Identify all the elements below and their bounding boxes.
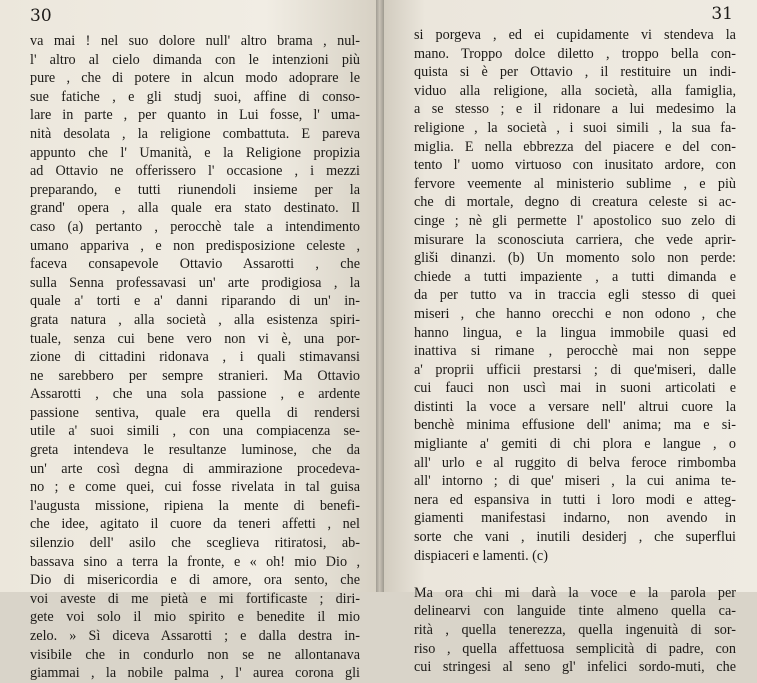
text-line: miseri , che hanno orecchi e non odono , che [414,305,736,322]
text-line: l'augusta missione, ripiena la mente di benefi- [30,497,360,514]
text-line: all' intorno ; di que' miseri , la cui anima te- [414,473,736,490]
right-page [380,0,757,676]
text-line: hanno lingua, e la lingua immobile quasi ed [414,324,736,341]
text-line: fervore veemente al ministerio sublime , e più [414,175,736,192]
text-line: dispiaceri e lamenti. (c) [414,547,548,564]
text-line: misurare la sconosciuta carriera, che vede aprir- [414,231,736,248]
text-line: Assarotti , che una sola passione , e ardente [30,386,360,403]
text-line: cinge ; nè gli permette l' apostolico suo zelo di [414,212,736,229]
text-line: migliante a' gemiti di chi plora e langue , o [414,436,736,453]
text-line: cui fauci non uscì mai in suoni articolati e [414,380,736,397]
text-line: inattiva si rimane , perocchè mai non seppe [414,343,736,360]
page-number: 31 [711,4,733,24]
text-line: quale a' torti e a' danni riparando di un' in- [30,293,360,310]
text-line: preparando, e tutti riunendoli insieme per la [30,181,360,198]
text-line: grand' opera , alla quale era stato destinato. Il [30,200,360,217]
text-block [30,32,360,683]
text-line: gliši dinanzi. (b) Un momento solo non perde: [414,250,736,267]
text-line: nera ed espansiva in tutti i loro modi e atteg- [414,491,736,508]
text-line: greta intendeva le resultanze luminose, che da [30,442,360,459]
text-line: delinearvi con languide tinte almeno quella ca- [414,603,736,620]
text-line: sorte che vani , inutili desiderj , che superflui [414,529,736,546]
text-line [414,565,736,584]
text-line: no ; e come quei, cui fosse rivelata in tal guisa [30,479,360,496]
text-line: pure , che di potere in alcun modo adoprare le [30,70,360,87]
text-line: l' altro al cielo dimanda con le intenzioni più [30,51,360,68]
text-line: da per tutto va in traccia egli stesso di quei [414,287,736,304]
text-line: a' proprii ufficii prestarsi ; di que'miseri, dalle [414,361,736,378]
text-line: miglia. E nella ebbrezza del piacere e del con- [414,138,736,155]
text-line: un' arte così degna di ammirazione procedeva- [30,460,360,477]
text-line: rità , quella tenerezza, quella ingenuità di sor- [414,622,736,638]
text-line: si porgeva , ed ei cupidamente vi stendeva la [414,27,736,43]
text-line: che di mortale, degno di creatura celeste si ac- [414,194,736,211]
text-line: sue fatiche , e gli studj suoi, affine di conso- [30,88,360,105]
text-line: appunto che l' Umanità, e la Religione propizia [30,144,360,161]
text-line: bassava sino a terra la fronte, e « oh! mio Dio , [30,553,360,570]
text-line: zione di cittadini ridonava , i quali stimavansi [30,349,360,366]
text-line: sulla Senna professavasi un' arte prodigiosa , la [30,274,360,291]
text-line: faceva consapevole Ottavio Assarotti , che [30,256,360,273]
text-line: va mai ! nel suo dolore null' altro brama , nul- [30,33,360,49]
text-line: tento l' uomo virtuoso con inusitato ardore, con [414,157,736,174]
text-line: voi aveste di me pietà e mi fortificaste ; diri- [30,590,360,607]
text-line: giammai , la nobile palma , l' aurea corona gli [30,665,360,682]
text-line: zelo. » Sì diceva Assarotti ; e dalla destra in- [30,628,360,644]
text-line: caso (a) pertanto , perocchè tale a intendimento [30,218,360,235]
text-line: passione sentiva, quale era quella di rendersi [30,404,360,421]
text-line: giamenti manifestasi indarno, non avendo in [414,510,736,527]
text-line: visibile che in condurlo non se ne allontanava [30,646,360,663]
text-line: umano appariva , e non predisposizione celeste , [30,237,360,254]
text-line: mano. Troppo dolce diletto , troppo bella con- [414,45,736,62]
text-block [414,26,736,677]
text-line: Dio di misericordia e di amore, ora sento, che [30,572,360,589]
text-line: ad Ottavio ne offerissero l' occasione , i mezzi [30,163,360,180]
text-line: viduo alla religione, alla società, alla famiglia, [414,82,736,99]
page-number: 30 [30,6,52,26]
text-line: ne sarebbero per sempre stranieri. Ma Ottavio [30,367,360,384]
text-line: quista si è per Ottavio , il restituire un indi- [414,64,736,81]
text-line: lare in parte , per quanto in Lui fosse, l' uma- [30,107,360,124]
text-line: utile a' suoi simili , con una compiacenza se- [30,423,360,440]
text-line: cui stringesi al seno gl' infelici sordo-muti, che [414,659,736,676]
text-line: nità desolata , la religione combattuta. E pareva [30,125,360,142]
text-line: che idee, agitato il cuore da teneri affetti , nel [30,516,360,533]
text-line: grata natura , alla società , alla esistenza spiri- [30,311,360,328]
text-line: Ma ora chi mi darà la voce e la parola per [414,584,736,601]
text-line: all' urlo e al ruggito di belva feroce rimbomba [414,454,736,471]
book-gutter [376,0,384,592]
text-line: tuale, senza cui bene vero non vi è, una por- [30,330,360,347]
text-line: silenzio dell' asilo che sceglieva ritiratosi, ab- [30,535,360,552]
text-line: religione , la società , i suoi simili , la sua fa- [414,119,736,136]
text-line: chiede a tutti impaziente , a tutti dimanda e [414,268,736,285]
text-line: riso , quella affettuosa semplicità di padre, con [414,640,736,657]
text-line: a se stesso ; e il ridonare a lui medesimo la [414,101,736,118]
text-line: distinti la voce a versare nell' altrui cuore la [414,398,736,415]
text-line: benchè minima effusione dell' anima; ma e si- [414,417,736,434]
text-line: gete voi solo il mio spirito e benedite il mio [30,609,360,626]
